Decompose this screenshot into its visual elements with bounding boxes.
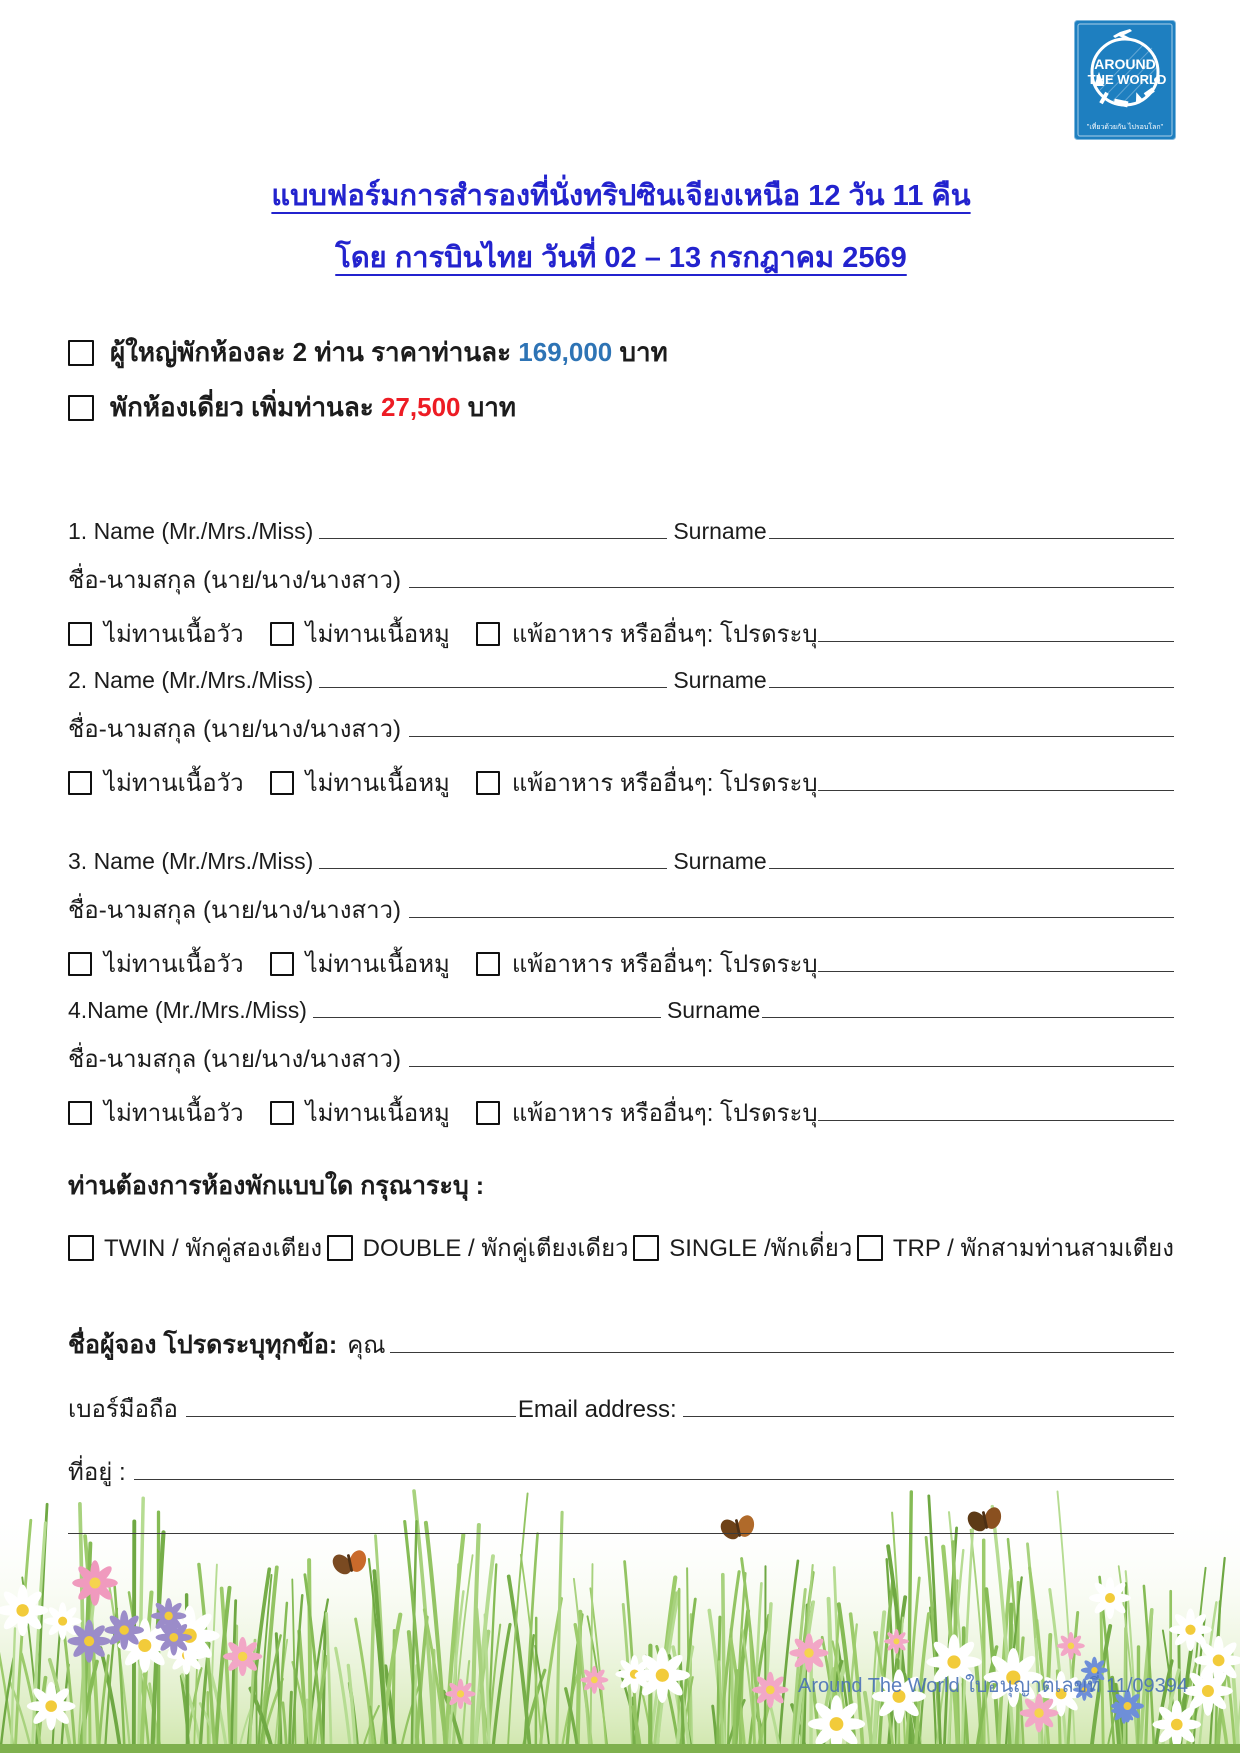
name-row [68, 518, 1174, 545]
price-option-text: พักห้องเดี่ยว เพิ่มท่านละ 27,500 บาท [110, 392, 516, 422]
passenger-block-2 [68, 667, 1174, 802]
adult-twin-checkbox[interactable] [68, 340, 94, 366]
surname-field[interactable] [762, 1015, 1174, 1018]
diet-no-pork: ไม่ทานเนื้อหมู [270, 614, 450, 653]
around-the-world-logo [1074, 20, 1176, 145]
diet-row [68, 944, 1174, 983]
thai-name-row [68, 560, 1174, 599]
email-field[interactable] [683, 1414, 1174, 1417]
allergy-detail-field[interactable] [818, 639, 1174, 642]
single-supplement-checkbox[interactable] [68, 395, 94, 421]
room-type-options [68, 1228, 1174, 1267]
triple-checkbox[interactable] [857, 1235, 883, 1261]
room-option-single: SINGLE /พักเดี่ยว [633, 1228, 852, 1267]
thai-name-label: ชื่อ-นามสกุล (นาย/นาง/นางสาว) [68, 716, 402, 743]
booker-name-row [68, 1325, 1174, 1365]
room-type-section [68, 1166, 1174, 1267]
diet-no-beef: ไม่ทานเนื้อวัว [68, 614, 244, 653]
surname-label: Surname [673, 667, 767, 693]
logo-caption: "เที่ยวด้วยกัน ไปรอบโลก" [1086, 124, 1164, 131]
allergy-checkbox[interactable] [476, 771, 500, 795]
logo-text-line2: THE WORLD [1087, 72, 1167, 87]
no-beef-checkbox[interactable] [68, 1101, 92, 1125]
name-row [68, 997, 1174, 1024]
diet-no-pork: ไม่ทานเนื้อหมู [270, 763, 450, 802]
thai-name-row [68, 709, 1174, 748]
address-field-line2[interactable] [68, 1531, 1174, 1534]
diet-no-pork: ไม่ทานเนื้อหมู [270, 1093, 450, 1132]
phone-field[interactable] [186, 1414, 516, 1417]
name-field[interactable] [319, 685, 667, 688]
license-text: Around The World ใบอนุญาตเลขที่ 11/09394 [798, 1675, 1188, 1697]
diet-no-beef: ไม่ทานเนื้อวัว [68, 1093, 244, 1132]
room-option-double: DOUBLE / พักคู่เตียงเดียว [327, 1228, 629, 1267]
form-title-line1: แบบฟอร์มการสำรองที่นั่งทริปซินเจียงเหนือ 12 วัน 11 คืน [271, 180, 971, 212]
form-title-line2: โดย การบินไทย วันที่ 02 – 13 กรกฎาคม 2569 [335, 242, 907, 274]
name-label: 4.Name (Mr./Mrs./Miss) [68, 997, 307, 1023]
room-option-triple: TRP / พักสามท่านสามเตียง [857, 1228, 1174, 1267]
thai-name-row [68, 1039, 1174, 1078]
allergy-checkbox[interactable] [476, 952, 500, 976]
passenger-block-1 [68, 518, 1174, 653]
no-pork-checkbox[interactable] [270, 622, 294, 646]
twin-checkbox[interactable] [68, 1235, 94, 1261]
name-label: 3. Name (Mr./Mrs./Miss) [68, 848, 314, 874]
thai-name-label: ชื่อ-นามสกุล (นาย/นาง/นางสาว) [68, 567, 402, 594]
passenger-block-4 [68, 997, 1174, 1132]
no-pork-checkbox[interactable] [270, 952, 294, 976]
surname-field[interactable] [769, 536, 1174, 539]
price-option-adult-twin [68, 332, 1174, 373]
surname-field[interactable] [769, 866, 1174, 869]
address-row [68, 1452, 1174, 1491]
email-label: Email address: [517, 1396, 677, 1423]
name-field[interactable] [313, 1015, 661, 1018]
price-value-adult: 169,000 [518, 337, 613, 367]
allergy-checkbox[interactable] [476, 1101, 500, 1125]
diet-allergy: แพ้อาหาร หรืออื่นๆ: โปรดระบุ [476, 944, 1174, 983]
diet-allergy: แพ้อาหาร หรืออื่นๆ: โปรดระบุ [476, 1093, 1174, 1132]
name-label: 1. Name (Mr./Mrs./Miss) [68, 518, 314, 544]
allergy-detail-field[interactable] [818, 1118, 1174, 1121]
logo-text-line1: AROUND [1094, 56, 1156, 72]
double-checkbox[interactable] [327, 1235, 353, 1261]
name-row [68, 848, 1174, 875]
surname-label: Surname [673, 848, 767, 874]
thai-name-field[interactable] [409, 1064, 1174, 1067]
diet-no-beef: ไม่ทานเนื้อวัว [68, 944, 244, 983]
surname-field[interactable] [769, 685, 1174, 688]
price-option-text: ผู้ใหญ่พักห้องละ 2 ท่าน ราคาท่านละ 169,000 บาท [110, 337, 668, 367]
diet-allergy: แพ้อาหาร หรืออื่นๆ: โปรดระบุ [476, 614, 1174, 653]
diet-no-beef: ไม่ทานเนื้อวัว [68, 763, 244, 802]
thai-name-label: ชื่อ-นามสกุล (นาย/นาง/นางสาว) [68, 897, 402, 924]
address-label: ที่อยู่ : [68, 1459, 126, 1486]
surname-label: Surname [666, 997, 761, 1023]
thai-name-field[interactable] [409, 734, 1174, 737]
allergy-checkbox[interactable] [476, 622, 500, 646]
thai-name-label: ชื่อ-นามสกุล (นาย/นาง/นางสาว) [68, 1046, 402, 1073]
diet-no-pork: ไม่ทานเนื้อหมู [270, 944, 450, 983]
no-beef-checkbox[interactable] [68, 952, 92, 976]
room-option-twin: TWIN / พักคู่สองเตียง [68, 1228, 322, 1267]
no-beef-checkbox[interactable] [68, 771, 92, 795]
room-type-question: ท่านต้องการห้องพักแบบใด กรุณาระบุ : [68, 1172, 485, 1200]
header-row [68, 20, 1174, 142]
price-value-single: 27,500 [380, 392, 461, 422]
thai-name-row [68, 890, 1174, 929]
no-beef-checkbox[interactable] [68, 622, 92, 646]
name-row [68, 667, 1174, 694]
diet-row [68, 763, 1174, 802]
name-label: 2. Name (Mr./Mrs./Miss) [68, 667, 314, 693]
thai-name-field[interactable] [409, 915, 1174, 918]
passenger-block-3 [68, 848, 1174, 983]
surname-label: Surname [673, 518, 767, 544]
thai-name-field[interactable] [409, 585, 1174, 588]
pricing-section [68, 332, 1174, 428]
booker-section [68, 1325, 1174, 1534]
khun-prefix: คุณ [347, 1332, 386, 1359]
diet-row [68, 614, 1174, 653]
name-field[interactable] [319, 866, 667, 869]
diet-allergy: แพ้อาหาร หรืออื่นๆ: โปรดระบุ [476, 763, 1174, 802]
address-field[interactable] [134, 1477, 1174, 1480]
diet-row [68, 1093, 1174, 1132]
allergy-detail-field[interactable] [818, 788, 1174, 791]
single-checkbox[interactable] [633, 1235, 659, 1261]
booker-name-label: ชื่อผู้จอง โปรดระบุทุกข้อ: [68, 1331, 338, 1359]
phone-label: เบอร์มือถือ [68, 1396, 178, 1423]
passengers-section [68, 518, 1174, 1132]
no-pork-checkbox[interactable] [270, 1101, 294, 1125]
no-pork-checkbox[interactable] [270, 771, 294, 795]
allergy-detail-field[interactable] [818, 969, 1174, 972]
booker-name-field[interactable] [390, 1350, 1174, 1353]
price-option-single-supplement [68, 387, 1174, 428]
phone-email-row [68, 1389, 1174, 1428]
name-field[interactable] [319, 536, 667, 539]
